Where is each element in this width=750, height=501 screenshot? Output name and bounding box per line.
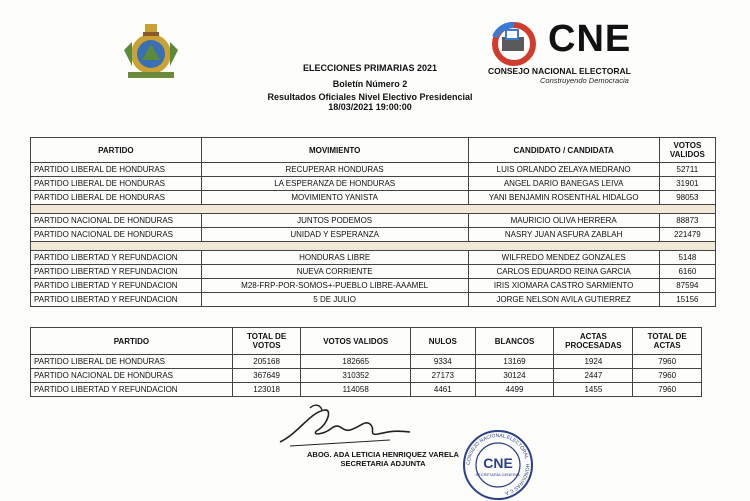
summary-row — [31, 369, 702, 383]
summary-header-votos-validos: VOTOS VALIDOS — [301, 328, 411, 355]
cell-movimiento: MOVIMIENTO YANISTA — [201, 191, 468, 205]
table-row — [31, 279, 716, 293]
header-partido: PARTIDO — [31, 138, 202, 163]
header-movimiento: MOVIMIENTO — [201, 138, 468, 163]
header-votos-line2: VALIDOS — [669, 150, 705, 159]
cell-candidato: MAURICIO OLIVA HERRERA — [468, 214, 659, 228]
cell-votos: 98053 — [659, 191, 715, 205]
cell-movimiento: 5 DE JULIO — [201, 293, 468, 307]
document-datetime: 18/03/2021 19:00:00 — [328, 102, 412, 112]
summary-cell-total-votos: 123018 — [232, 383, 301, 397]
summary-cell-partido: PARTIDO LIBERAL DE HONDURAS — [31, 355, 233, 369]
document-subtitle: Resultados Oficiales Nivel Electivo Presidencial — [267, 92, 473, 102]
cell-votos: 88873 — [659, 214, 715, 228]
header-votos-line1: VOTOS — [673, 141, 702, 150]
presidential-results-table — [30, 137, 716, 307]
summary-cell-votos-validos: 114058 — [301, 383, 411, 397]
table-row — [31, 293, 716, 307]
summary-cell-blancos: 13169 — [475, 355, 554, 369]
stamp-ring-path-text: CONSEJO NACIONAL ELECTORAL · HONDURAS C.A. — [465, 432, 531, 497]
coat-of-arms-emblem — [118, 20, 184, 82]
summary-cell-votos-validos: 310352 — [301, 369, 411, 383]
cell-votos: 221479 — [659, 228, 715, 242]
header-candidato: CANDIDATO / CANDIDATA — [468, 138, 659, 163]
cell-partido: PARTIDO LIBERTAD Y REFUNDACION — [31, 265, 202, 279]
cne-logo-text: CNE — [548, 18, 632, 60]
stamp-center-text: CNE — [483, 455, 513, 471]
spacer-cell — [31, 242, 716, 251]
table-row — [31, 214, 716, 228]
table-row — [31, 163, 716, 177]
cne-logo-subtitle: CONSEJO NACIONAL ELECTORAL — [488, 66, 631, 76]
document-title: ELECCIONES PRIMARIAS 2021 — [302, 63, 438, 73]
cell-movimiento: M28-FRP-POR-SOMOS+-PUEBLO LIBRE-AAAMEL — [201, 279, 468, 293]
summary-cell-total-actas: 7960 — [633, 355, 702, 369]
handwritten-signature — [270, 402, 420, 452]
cell-movimiento: RECUPERAR HONDURAS — [201, 163, 468, 177]
cell-partido: PARTIDO LIBERAL DE HONDURAS — [31, 191, 202, 205]
summary-header-total-actas: TOTAL DE ACTAS — [633, 328, 702, 355]
summary-cell-actas-procesadas: 1924 — [554, 355, 633, 369]
summary-cell-nulos: 9334 — [411, 355, 476, 369]
table-row — [31, 228, 716, 242]
cell-movimiento: JUNTOS PODEMOS — [201, 214, 468, 228]
summary-header-row — [31, 328, 702, 355]
party-summary-table — [30, 327, 702, 397]
summary-row — [31, 383, 702, 397]
cell-votos: 15156 — [659, 293, 715, 307]
ballot-box-icon — [488, 22, 544, 66]
summary-header-partido: PARTIDO — [31, 328, 233, 355]
bulletin-number: Boletín Número 2 — [332, 79, 408, 89]
cell-partido: PARTIDO LIBERAL DE HONDURAS — [31, 177, 202, 191]
summary-cell-blancos: 4499 — [475, 383, 554, 397]
official-seal-stamp — [462, 429, 534, 501]
spacer-cell — [31, 205, 716, 214]
summary-cell-actas-procesadas: 2447 — [554, 369, 633, 383]
summary-row — [31, 355, 702, 369]
summary-cell-votos-validos: 182665 — [301, 355, 411, 369]
cell-candidato: CARLOS EDUARDO REINA GARCIA — [468, 265, 659, 279]
cell-candidato: JORGE NELSON AVILA GUTIERREZ — [468, 293, 659, 307]
cell-votos: 52711 — [659, 163, 715, 177]
summary-cell-total-votos: 205168 — [232, 355, 301, 369]
table-row — [31, 191, 716, 205]
cne-logo-tagline: Construyendo Democracia — [540, 76, 629, 85]
cell-partido: PARTIDO LIBERTAD Y REFUNDACION — [31, 279, 202, 293]
cell-partido: PARTIDO LIBERTAD Y REFUNDACION — [31, 293, 202, 307]
cell-candidato: NASRY JUAN ASFURA ZABLAH — [468, 228, 659, 242]
summary-header-actas-procesadas: ACTAS PROCESADAS — [554, 328, 633, 355]
table-header-row — [31, 138, 716, 163]
summary-cell-partido: PARTIDO NACIONAL DE HONDURAS — [31, 369, 233, 383]
cell-votos: 87594 — [659, 279, 715, 293]
summary-header-blancos: BLANCOS — [475, 328, 554, 355]
cell-partido: PARTIDO LIBERTAD Y REFUNDACION — [31, 251, 202, 265]
cell-movimiento: LA ESPERANZA DE HONDURAS — [201, 177, 468, 191]
signatory-name: ABOG. ADA LETICIA HENRIQUEZ VARELA — [307, 450, 459, 459]
cell-candidato: YANI BENJAMIN ROSENTHAL HIDALGO — [468, 191, 659, 205]
cell-votos: 31901 — [659, 177, 715, 191]
cell-partido: PARTIDO LIBERAL DE HONDURAS — [31, 163, 202, 177]
cell-candidato: LUIS ORLANDO ZELAYA MEDRANO — [468, 163, 659, 177]
summary-cell-total-votos: 367649 — [232, 369, 301, 383]
summary-cell-blancos: 30124 — [475, 369, 554, 383]
cell-candidato: ANGEL DARIO BANEGAS LEIVA — [468, 177, 659, 191]
table-row — [31, 177, 716, 191]
summary-cell-nulos: 4461 — [411, 383, 476, 397]
cell-movimiento: NUEVA CORRIENTE — [201, 265, 468, 279]
cell-movimiento: UNIDAD Y ESPERANZA — [201, 228, 468, 242]
stamp-sub-text: SECRETARÍA GENERAL — [475, 472, 521, 477]
cell-candidato: IRIS XIOMARA CASTRO SARMIENTO — [468, 279, 659, 293]
table-spacer-row — [31, 205, 716, 214]
summary-cell-partido: PARTIDO LIBERTAD Y REFUNDACION — [31, 383, 233, 397]
summary-cell-nulos: 27173 — [411, 369, 476, 383]
header-votos-validos — [659, 138, 715, 163]
summary-cell-total-actas: 7960 — [633, 369, 702, 383]
cne-logo — [488, 18, 678, 85]
cell-partido: PARTIDO NACIONAL DE HONDURAS — [31, 228, 202, 242]
cell-partido: PARTIDO NACIONAL DE HONDURAS — [31, 214, 202, 228]
cell-votos: 6160 — [659, 265, 715, 279]
summary-cell-total-actas: 7960 — [633, 383, 702, 397]
cell-movimiento: HONDURAS LIBRE — [201, 251, 468, 265]
table-row — [31, 251, 716, 265]
table-row — [31, 265, 716, 279]
summary-cell-actas-procesadas: 1455 — [554, 383, 633, 397]
cell-candidato: WILFREDO MENDEZ GONZALES — [468, 251, 659, 265]
cell-votos: 5148 — [659, 251, 715, 265]
summary-header-nulos: NULOS — [411, 328, 476, 355]
table-spacer-row — [31, 242, 716, 251]
signatory-block — [298, 450, 468, 468]
summary-header-total-votos: TOTAL DE VOTOS — [232, 328, 301, 355]
signatory-role: SECRETARIA ADJUNTA — [340, 459, 426, 468]
